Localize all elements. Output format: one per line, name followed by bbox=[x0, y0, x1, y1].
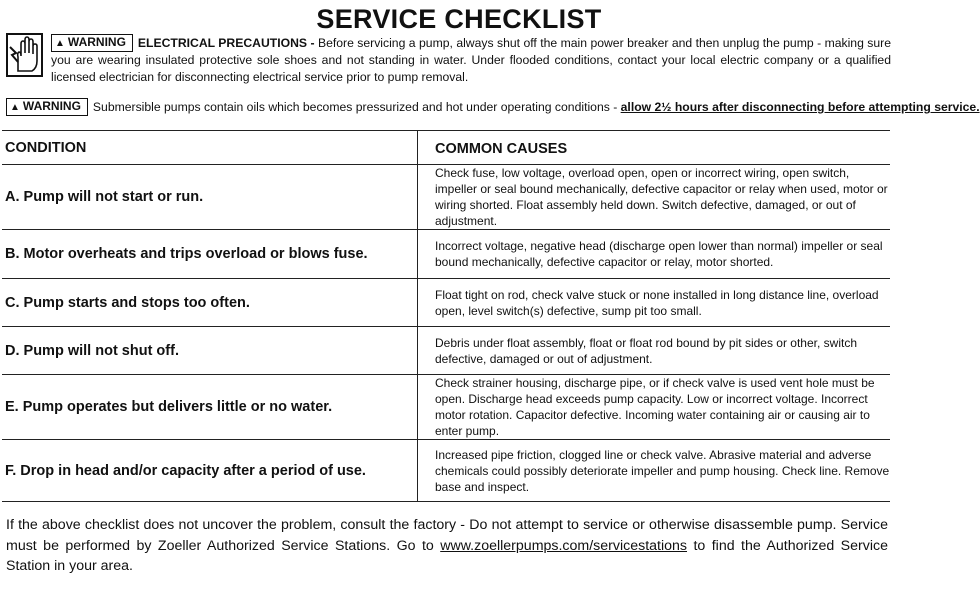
electrical-precautions-warning bbox=[51, 34, 891, 85]
oil-warning-text: Submersible pumps contain oils which becomes pressurized and hot under operating conditions - bbox=[92, 100, 621, 114]
table-row bbox=[2, 165, 890, 230]
causes-cell: Incorrect voltage, negative head (discharge open lower than normal) impeller or seal bound mechanically, defective capacitor or relay, motor shorted. bbox=[418, 230, 891, 279]
table-row bbox=[2, 327, 890, 375]
condition-cell: E. Pump operates but delivers little or no water. bbox=[2, 375, 418, 440]
condition-cell: C. Pump starts and stops too often. bbox=[2, 279, 418, 327]
table-row bbox=[2, 375, 890, 440]
service-stations-link[interactable]: www.zoellerpumps.com/servicestations bbox=[440, 537, 688, 554]
causes-cell: Float tight on rod, check valve stuck or none installed in long distance line, overload open, level switch(s) defective, sump pit too small. bbox=[418, 279, 891, 327]
warning-badge: ▲ WARNING bbox=[51, 34, 133, 52]
condition-cell: D. Pump will not shut off. bbox=[2, 327, 418, 375]
table-row bbox=[2, 440, 890, 502]
warning-triangle-icon: ▲ bbox=[55, 38, 65, 49]
table-header-row bbox=[2, 131, 890, 165]
condition-cell: B. Motor overheats and trips overload or blows fuse. bbox=[2, 230, 418, 279]
electric-shock-hand-icon bbox=[6, 33, 43, 77]
causes-cell: Check fuse, low voltage, overload open, open or incorrect wiring, open switch, impeller or seal bound mechanically, defective capacitor or relay when used, motor or wiring shorted. Float assembly held down. Switch defective, damaged, or out of adjustment. bbox=[418, 165, 891, 230]
condition-cell: A. Pump will not start or run. bbox=[2, 165, 418, 230]
condition-header: CONDITION bbox=[2, 131, 418, 165]
table-row bbox=[2, 279, 890, 327]
causes-cell: Increased pipe friction, clogged line or check valve. Abrasive material and adverse chemicals could possibly deteriorate impeller and pump housing. Check line. Remove base and inspect. bbox=[418, 440, 891, 502]
footer-note: If the above checklist does not uncover the problem, consult the factory - Do not attempt to service or otherwise disassemble pump. Service must be performed by Zoeller Authorized Service Stations. Go to www.zoellerpumps.com/servicestations to find the Authorized Service Station in your area. bbox=[6, 517, 888, 574]
warning-badge: ▲ WARNING bbox=[6, 98, 88, 116]
page-title: SERVICE CHECKLIST bbox=[316, 4, 602, 34]
oil-pressure-warning bbox=[6, 98, 980, 116]
oil-warning-emphasis: allow 2½ hours after disconnecting before attempting service. bbox=[620, 100, 980, 114]
causes-cell: Debris under float assembly, float or float rod bound by pit sides or other, switch defective, damaged or out of adjustment. bbox=[418, 327, 891, 375]
common-causes-header: COMMON CAUSES bbox=[418, 131, 891, 165]
table-row bbox=[2, 230, 890, 279]
service-checklist-table bbox=[2, 130, 890, 502]
electrical-precautions-heading: ELECTRICAL PRECAUTIONS - bbox=[137, 36, 315, 50]
warning-triangle-icon: ▲ bbox=[10, 102, 20, 113]
electrical-precautions-text: Before servicing a pump, always shut off the main power breaker and then unplug the pump - making sure you are wearing insulated protective sole shoes and not standing in water. Under flooded conditions, contact your local electric company or a qualified licensed electrician for disconnecting electrical service prior to pump removal. bbox=[51, 36, 891, 84]
condition-cell: F. Drop in head and/or capacity after a period of use. bbox=[2, 440, 418, 502]
causes-cell: Check strainer housing, discharge pipe, or if check valve is used vent hole must be open. Discharge head exceeds pump capacity. Low or incorrect voltage. Incorrect motor rotation. Capacitor defective. Incoming water containing air or causing air to enter pump. bbox=[418, 375, 891, 440]
